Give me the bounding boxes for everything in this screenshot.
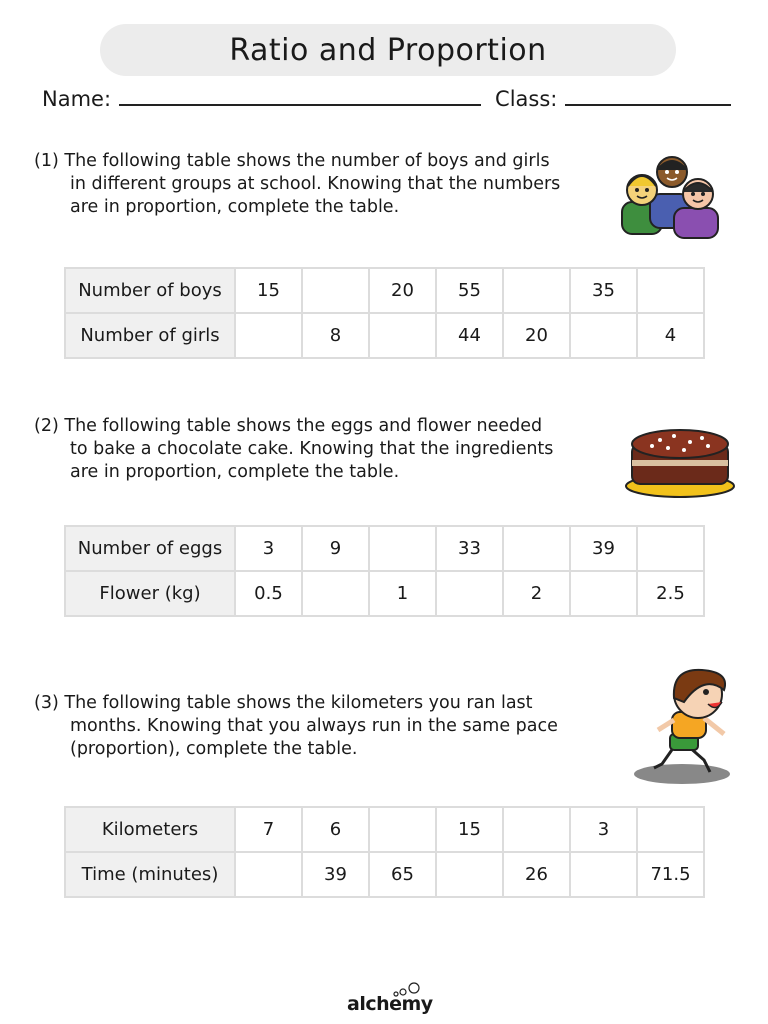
table-cell[interactable]: 15 xyxy=(235,268,302,313)
question-line: are in proportion, complete the table. xyxy=(70,462,400,482)
table-cell[interactable]: 0.5 xyxy=(235,571,302,616)
table-cell[interactable] xyxy=(503,268,570,313)
table-cell[interactable]: 71.5 xyxy=(637,852,704,897)
question-line: months. Knowing that you always run in the same pace xyxy=(70,716,558,736)
table-cell[interactable]: 2.5 xyxy=(637,571,704,616)
table-row xyxy=(65,526,704,571)
table-cell[interactable]: 35 xyxy=(570,268,637,313)
table-cell[interactable] xyxy=(302,268,369,313)
table-cell[interactable]: 20 xyxy=(503,313,570,358)
name-label: Name: xyxy=(42,87,112,111)
eggs-flower-table xyxy=(64,525,705,617)
question-line: (proportion), complete the table. xyxy=(70,739,358,759)
table-row xyxy=(65,313,704,358)
table-cell[interactable]: 8 xyxy=(302,313,369,358)
row-header: Number of boys xyxy=(65,268,235,313)
table-cell[interactable]: 39 xyxy=(570,526,637,571)
question-line: The following table shows the number of boys and girls xyxy=(64,151,550,171)
question-line: in different groups at school. Knowing that the numbers xyxy=(70,174,561,194)
group-of-kids-illustration xyxy=(614,150,726,242)
question-line: The following table shows the kilometers you ran last xyxy=(64,693,533,713)
table-cell[interactable]: 44 xyxy=(436,313,503,358)
title-banner xyxy=(100,24,676,76)
table-cell[interactable] xyxy=(436,852,503,897)
table-cell[interactable] xyxy=(436,571,503,616)
question-1-text xyxy=(34,150,604,219)
table-cell[interactable] xyxy=(369,526,436,571)
table-cell[interactable]: 1 xyxy=(369,571,436,616)
table-cell[interactable] xyxy=(637,807,704,852)
table-cell[interactable] xyxy=(503,526,570,571)
table-cell[interactable]: 55 xyxy=(436,268,503,313)
row-header: Number of eggs xyxy=(65,526,235,571)
table-cell[interactable]: 6 xyxy=(302,807,369,852)
table-cell[interactable]: 3 xyxy=(570,807,637,852)
table-cell[interactable] xyxy=(235,852,302,897)
table-row xyxy=(65,571,704,616)
table-cell[interactable] xyxy=(369,807,436,852)
row-header: Kilometers xyxy=(65,807,235,852)
question-line: to bake a chocolate cake. Knowing that the ingredients xyxy=(70,439,554,459)
question-3-text xyxy=(34,692,604,761)
name-blank[interactable] xyxy=(119,86,481,106)
question-number: (2) xyxy=(34,416,59,436)
table-cell[interactable] xyxy=(302,571,369,616)
table-cell[interactable]: 20 xyxy=(369,268,436,313)
table-cell[interactable] xyxy=(503,807,570,852)
running-kid-illustration xyxy=(632,664,736,788)
kilometers-time-table xyxy=(64,806,705,898)
boys-girls-table xyxy=(64,267,705,359)
table-cell[interactable]: 33 xyxy=(436,526,503,571)
table-cell[interactable]: 2 xyxy=(503,571,570,616)
table-cell[interactable] xyxy=(570,852,637,897)
row-header: Flower (kg) xyxy=(65,571,235,616)
question-line: are in proportion, complete the table. xyxy=(70,197,400,217)
table-cell[interactable]: 65 xyxy=(369,852,436,897)
table-cell[interactable]: 39 xyxy=(302,852,369,897)
alchemy-logo: alchemy xyxy=(347,993,433,1015)
table-cell[interactable]: 4 xyxy=(637,313,704,358)
table-cell[interactable] xyxy=(570,571,637,616)
table-cell[interactable] xyxy=(637,268,704,313)
row-header: Number of girls xyxy=(65,313,235,358)
table-row xyxy=(65,852,704,897)
chocolate-cake-illustration xyxy=(624,424,736,500)
question-2-text xyxy=(34,415,604,484)
table-cell[interactable]: 15 xyxy=(436,807,503,852)
row-header: Time (minutes) xyxy=(65,852,235,897)
table-cell[interactable]: 9 xyxy=(302,526,369,571)
table-cell[interactable] xyxy=(235,313,302,358)
table-row xyxy=(65,807,704,852)
table-row xyxy=(65,268,704,313)
table-cell[interactable] xyxy=(369,313,436,358)
class-blank[interactable] xyxy=(565,86,731,106)
question-number: (1) xyxy=(34,151,59,171)
table-cell[interactable]: 26 xyxy=(503,852,570,897)
table-cell[interactable] xyxy=(637,526,704,571)
question-line: The following table shows the eggs and flower needed xyxy=(64,416,543,436)
name-class-line xyxy=(42,86,732,111)
class-label: Class: xyxy=(495,87,558,111)
table-cell[interactable]: 3 xyxy=(235,526,302,571)
table-cell[interactable] xyxy=(570,313,637,358)
question-number: (3) xyxy=(34,693,59,713)
page-title: Ratio and Proportion xyxy=(229,32,547,68)
table-cell[interactable]: 7 xyxy=(235,807,302,852)
